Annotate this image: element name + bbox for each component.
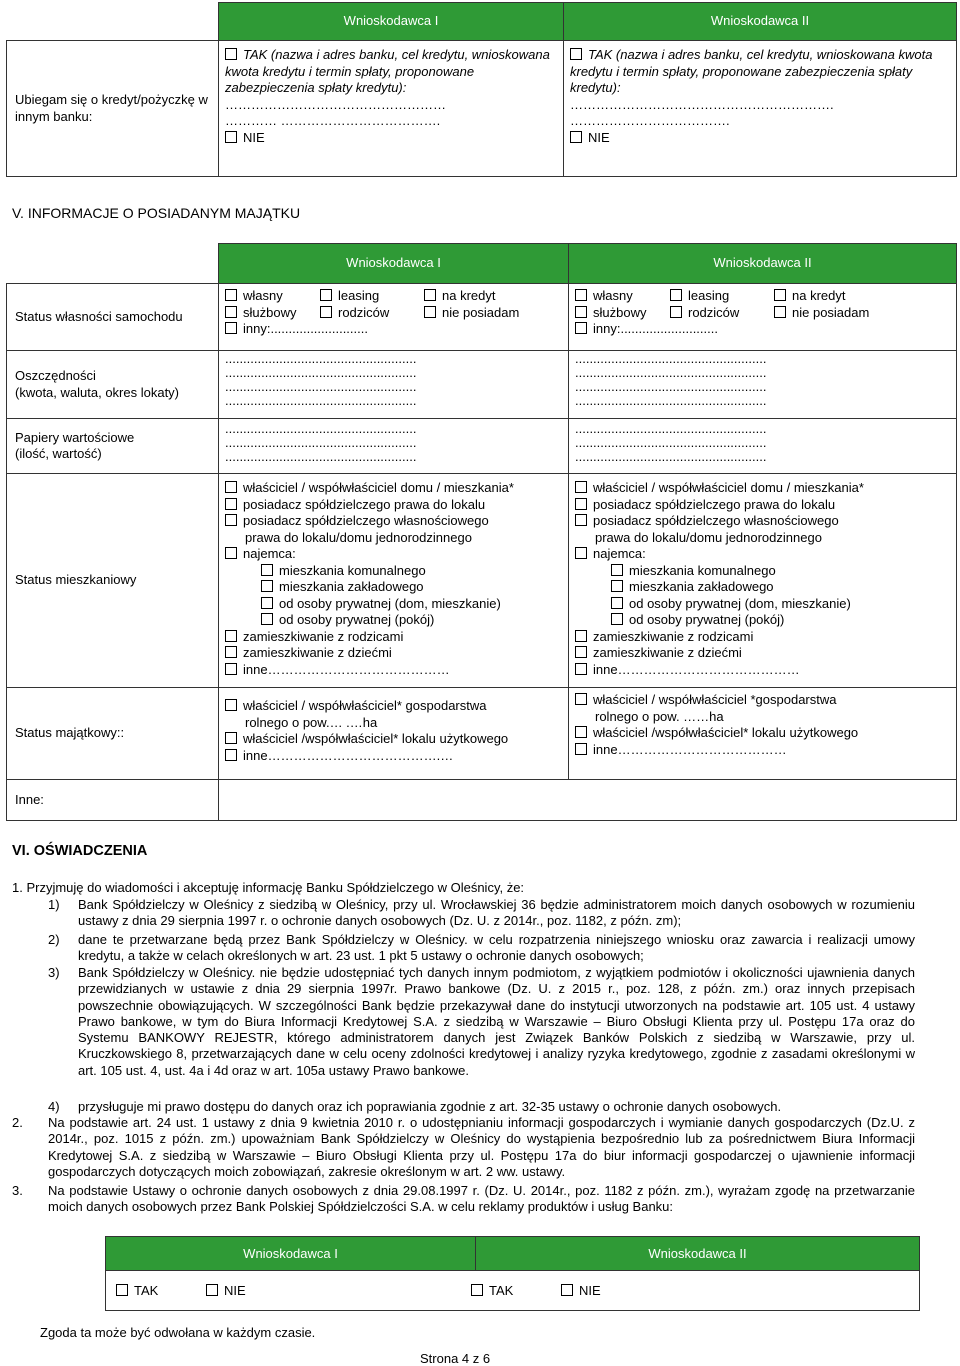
option-label: nie posiadam [442, 304, 520, 320]
decl-1-item-1-num: 1) [48, 897, 60, 912]
option-label: właściciel / współwłaściciel domu / mieszkania* [243, 480, 514, 495]
decl-2-num: 2. [12, 1115, 23, 1130]
option-label[interactable]: inne…………………………………… [593, 661, 800, 677]
option-label: mieszkania zakładowego [279, 579, 424, 594]
checkbox[interactable] [611, 564, 623, 576]
checkbox[interactable] [670, 306, 682, 318]
header-applicant-1: Wnioskodawca I [219, 244, 569, 284]
header-applicant-2: Wnioskodawca II [569, 244, 957, 284]
decl-1-item-4-num: 4) [48, 1099, 60, 1114]
option-label-cont: prawa do lokalu/domu jednorodzinnego [595, 529, 822, 545]
option-label: od osoby prywatnej (dom, mieszkanie) [629, 595, 851, 611]
option-label: mieszkania zakładowego [629, 579, 774, 594]
car-status-options-1 [219, 284, 569, 351]
checkbox[interactable] [575, 743, 587, 755]
checkbox[interactable] [261, 580, 273, 592]
property-options-1 [219, 688, 569, 780]
nie-checkbox[interactable] [561, 1284, 573, 1296]
option-label[interactable]: inne………………………………… [593, 741, 787, 757]
checkbox[interactable] [611, 580, 623, 592]
car-status-options-2 [569, 284, 957, 351]
option-label-cont[interactable]: rolnego o pow.… .…ha [245, 714, 378, 730]
savings-label-sub: (kwota, waluta, okres lokaty) [15, 384, 180, 400]
other-bank-table [6, 2, 957, 177]
option-label-cont[interactable]: rolnego o pow. ……ha [595, 708, 724, 724]
option-label: od osoby prywatnej (dom, mieszkanie) [279, 595, 501, 611]
checkbox[interactable] [575, 547, 587, 559]
decl-1-intro: 1. Przyjmuję do wiadomości i akceptuję informację Banku Spółdzielczego w Oleśnicy, że: [12, 880, 525, 895]
securities-label-sub: (ilość, wartość) [15, 446, 102, 461]
option-label: właściciel / współwłaściciel* gospodarstwa [243, 698, 487, 713]
section-5-title: V. INFORMACJE O POSIADANYM MAJĄTKU [12, 205, 301, 221]
fill-line[interactable]: ………………………………. [570, 113, 730, 128]
car-status-label: Status własności samochodu [7, 284, 219, 351]
fill-line[interactable]: ..................................................... [225, 449, 417, 464]
checkbox[interactable] [424, 289, 436, 301]
checkbox[interactable] [225, 306, 237, 318]
property-status-label: Status majątkowy:: [7, 688, 219, 780]
option-label: od osoby prywatnej (pokój) [279, 612, 435, 627]
securities-label [7, 419, 219, 474]
option-label: leasing [688, 288, 730, 303]
checkbox[interactable] [575, 646, 587, 658]
option-label[interactable]: inny:........................... [243, 321, 368, 336]
other-bank-answer-1 [219, 41, 564, 177]
checkbox[interactable] [575, 481, 587, 493]
nie-checkbox[interactable] [206, 1284, 218, 1296]
checkbox[interactable] [774, 289, 786, 301]
tak-label: TAK [134, 1283, 159, 1298]
other-bank-label: Ubiegam się o kredyt/pożyczkę w innym banku: [7, 41, 219, 177]
revocation-note: Zgoda ta może być odwołana w każdym czasie. [40, 1325, 316, 1340]
header-applicant-2: Wnioskodawca II [564, 3, 957, 41]
other-bank-answer-2 [564, 41, 957, 177]
header-applicant-1: Wnioskodawca I [106, 1237, 476, 1271]
option-label: właściciel /współwłaściciel* lokalu użytkowego [243, 731, 509, 746]
option-label: rodziców [338, 304, 390, 320]
tak-checkbox[interactable] [471, 1284, 483, 1296]
checkbox[interactable] [225, 481, 237, 493]
checkbox[interactable] [320, 289, 332, 301]
checkbox[interactable] [611, 597, 623, 609]
option-label[interactable]: inne………………………………….… [243, 747, 454, 763]
option-label: nie posiadam [792, 304, 870, 320]
savings-fill-1[interactable] [219, 351, 569, 419]
decl-1-item-2-num: 2) [48, 932, 60, 947]
option-label: własny [243, 288, 283, 303]
other-field[interactable] [219, 780, 957, 821]
checkbox[interactable] [575, 514, 587, 526]
option-label: na kredyt [442, 288, 496, 303]
section-6-title: VI. OŚWIADCZENIA [12, 843, 148, 859]
option-label-cont: prawa do lokalu/domu jednorodzinnego [245, 529, 472, 545]
fill-line[interactable]: ..................................................... [575, 421, 767, 436]
checkbox[interactable] [261, 564, 273, 576]
checkbox[interactable] [774, 306, 786, 318]
decl-1-item-3: Bank Spółdzielczy w Oleśnicy. nie będzie udostępniać tych danych innym podmiotom, z wyjątkiem podmiotów i okoliczności ujawnienia danych przewidzianych w ustawie z dnia 29 sierpnia 1997r. Prawo bankowe (Dz. U. z 2015 r., poz. 128, z późn. zm.) oraz innych przepisach powszechnie obowiązujących. W szczególności Bank będzie przekazywał dane do instytucji utworzonych na podstawie art. 105 ust. 4 ustawy Prawo bankowe, w tym do Biura Informacji Kredytowej S.A. z siedzibą w Warszawie – Biuro Obsługi Klienta przy ul. Postępu 17a oraz do Systemu BANKOWY REJESTR, którego administratorem danych jest Związek Banków Polskich z siedzibą w Warszawie, przy ul. Kruczkowskiego 8, przetwarzających dane w celu oceny zdolności kredytowej i analizy ryzyka kredytowego, zgodnie z zasadami określonymi w art. 105 ust. 4, ust. 4a i 4d oraz w art. 105a ustawy Prawo bankowe. [78, 965, 915, 1078]
property-options-2 [569, 688, 957, 780]
decl-1-item-1: Bank Spółdzielczy w Oleśnicy z siedzibą w Oleśnicy, przy ul. Wrocławskiej 36 będzie administratorem moich danych osobowych w rozumieniu ustawy z dnia 29 sierpnia 1997 r. o ochronie danych osobowych (Dz. U. z 2014r., poz. 1182, z późn. zm); [78, 897, 915, 929]
checkbox[interactable] [575, 630, 587, 642]
decl-1-item-4: przysługuje mi prawo dostępu do danych oraz ich poprawiania zgodnie z art. 32-35 ustawy o ochronie danych osobowych. [78, 1099, 782, 1114]
fill-line[interactable]: ..................................................... [225, 365, 417, 380]
option-label: leasing [338, 288, 380, 303]
fill-line[interactable]: ..................................................... [225, 351, 417, 366]
tak-checkbox[interactable] [225, 48, 237, 60]
option-label: najemca: [593, 546, 646, 561]
option-label: rodziców [688, 304, 740, 320]
option-label: zamieszkiwanie z rodzicami [243, 628, 404, 644]
fill-line[interactable]: ..................................................... [225, 435, 417, 450]
tak-label: TAK [489, 1283, 514, 1298]
decl-1-item-2: dane te przetwarzane będą przez Bank Spółdzielczy w Oleśnicy. w celu rozpatrzenia niniejszego wniosku oraz zawarcia i realizacji umowy kredytu, a także w celach określonych w art. 23 ust. 1 pkt 5 ustawy o ochronie danych osobowych; [78, 932, 915, 964]
consent-table [105, 1236, 920, 1311]
fill-line[interactable]: ..................................................... [575, 435, 767, 450]
checkbox[interactable] [575, 693, 587, 705]
nie-text: NIE [588, 129, 610, 145]
checkbox[interactable] [424, 306, 436, 318]
option-label: na kredyt [792, 288, 846, 303]
checkbox[interactable] [261, 597, 273, 609]
header-applicant-2: Wnioskodawca II [476, 1237, 920, 1271]
checkbox[interactable] [320, 306, 332, 318]
option-label: właściciel / współwłaściciel domu / mieszkania* [593, 480, 864, 495]
fill-line[interactable]: ..................................................... [225, 393, 417, 408]
fill-line[interactable]: ……………………………………………………. [570, 96, 834, 112]
option-label: właściciel / współwłaściciel *gospodarstwa [593, 692, 837, 707]
tak-checkbox[interactable] [570, 48, 582, 60]
option-label: posiadacz spółdzielczego prawa do lokalu [243, 496, 486, 512]
fill-line[interactable]: ..................................................... [575, 365, 767, 380]
housing-options-2 [569, 474, 957, 688]
nie-label: NIE [224, 1283, 246, 1298]
decl-3: Na podstawie Ustawy o ochronie danych osobowych z dnia 29.08.1997 r. (Dz. U. 2014r., poz. 1182 z późn. zm.), wyrażam zgodę na przetwarzanie moich danych osobowych przez Bank Polskiej Spółdzielczości S.A. w celu reklamy produktów i usług Banku: [48, 1183, 915, 1215]
nie-label: NIE [579, 1283, 601, 1298]
decl-3-num: 3. [12, 1183, 23, 1198]
option-label: posiadacz spółdzielczego prawa do lokalu [593, 496, 836, 512]
consent-options [106, 1271, 920, 1311]
option-label: zamieszkiwanie z rodzicami [593, 628, 754, 644]
housing-status-label: Status mieszkaniowy [7, 474, 219, 688]
savings-fill-2[interactable] [569, 351, 957, 419]
housing-options-1 [219, 474, 569, 688]
checkbox[interactable] [225, 322, 237, 334]
fill-line[interactable]: ..................................................... [225, 379, 417, 394]
checkbox[interactable] [225, 514, 237, 526]
savings-label-main: Oszczędności [15, 368, 96, 383]
checkbox[interactable] [225, 646, 237, 658]
fill-line[interactable]: …………………………………………… [225, 96, 446, 112]
securities-label-main: Papiery wartościowe [15, 429, 135, 445]
fill-line[interactable]: ..................................................... [575, 449, 767, 464]
checkbox[interactable] [225, 289, 237, 301]
securities-fill-1[interactable] [219, 419, 569, 474]
savings-label [7, 351, 219, 419]
checkbox[interactable] [225, 630, 237, 642]
option-label: zamieszkiwanie z dziećmi [593, 645, 742, 660]
other-label: Inne: [7, 780, 219, 821]
option-label: zamieszkiwanie z dziećmi [243, 645, 392, 660]
checkbox[interactable] [225, 498, 237, 510]
fill-line[interactable]: ..................................................... [575, 379, 767, 394]
checkbox[interactable] [225, 699, 237, 711]
tak-checkbox[interactable] [116, 1284, 128, 1296]
checkbox[interactable] [225, 749, 237, 761]
option-label: właściciel /współwłaściciel* lokalu użytkowego [593, 725, 859, 740]
checkbox[interactable] [575, 289, 587, 301]
header-applicant-1: Wnioskodawca I [219, 3, 564, 41]
option-label: posiadacz spółdzielczego własnościowego [243, 513, 489, 528]
checkbox[interactable] [575, 726, 587, 738]
option-label: służbowy [243, 304, 297, 320]
option-label: posiadacz spółdzielczego własnościowego [593, 513, 839, 528]
option-label: najemca: [243, 546, 296, 561]
option-label[interactable]: inne…………………………………… [243, 661, 450, 677]
fill-line[interactable]: ………… ………………………………. [225, 113, 441, 128]
checkbox[interactable] [261, 613, 273, 625]
fill-line[interactable]: ..................................................... [575, 393, 767, 408]
checkbox[interactable] [670, 289, 682, 301]
tak-text: TAK (nazwa i adres banku, cel kredytu, wnioskowana kwota kredytu i termin spłaty, proponowane zabezpieczenia spłaty kredytu): [225, 47, 550, 95]
decl-1-item-3-num: 3) [48, 965, 60, 980]
decl-2: Na podstawie art. 24 ust. 1 ustawy z dnia 9 kwietnia 2010 r. o udostępnianiu informacji gospodarczych i wymianie danych gospodarczych (Dz.U. z 2014r., poz. 1015 z późn. zm.) upoważniam Bank Spółdzielczy w Oleśnicy do wystąpienia bezpośrednio lub za pośrednictwem Biura Informacji Kredytowej S.A. z siedzibą w Warszawie – Biuro Obsługi Klienta przy ul. Postępu 17a do biur informacji gospodarczej o ujawnienie informacji gospodarczych dotyczących moich zobowiązań, zakresie określonym w art. 2 ww. ustawy. [48, 1115, 915, 1179]
checkbox[interactable] [225, 547, 237, 559]
page-number: Strona 4 z 6 [420, 1351, 491, 1366]
securities-fill-2[interactable] [569, 419, 957, 474]
nie-text: NIE [243, 129, 265, 145]
option-label: służbowy [593, 304, 647, 320]
option-label: od osoby prywatnej (pokój) [629, 612, 785, 627]
fill-line[interactable]: ..................................................... [225, 421, 417, 436]
checkbox[interactable] [225, 732, 237, 744]
tak-text: TAK (nazwa i adres banku, cel kredytu, wnioskowana kwota kredytu i termin spłaty, proponowane zabezpieczenia spłaty kredytu): [570, 47, 933, 95]
checkbox[interactable] [225, 663, 237, 675]
checkbox[interactable] [575, 498, 587, 510]
option-label: własny [593, 288, 633, 303]
assets-table [6, 243, 957, 821]
nie-checkbox[interactable] [570, 131, 582, 143]
nie-checkbox[interactable] [225, 131, 237, 143]
checkbox[interactable] [575, 306, 587, 318]
option-label[interactable]: inny:........................... [593, 321, 718, 336]
fill-line[interactable]: ..................................................... [575, 351, 767, 366]
checkbox[interactable] [611, 613, 623, 625]
option-label: mieszkania komunalnego [279, 562, 426, 578]
option-label: mieszkania komunalnego [629, 562, 776, 578]
checkbox[interactable] [575, 663, 587, 675]
checkbox[interactable] [575, 322, 587, 334]
